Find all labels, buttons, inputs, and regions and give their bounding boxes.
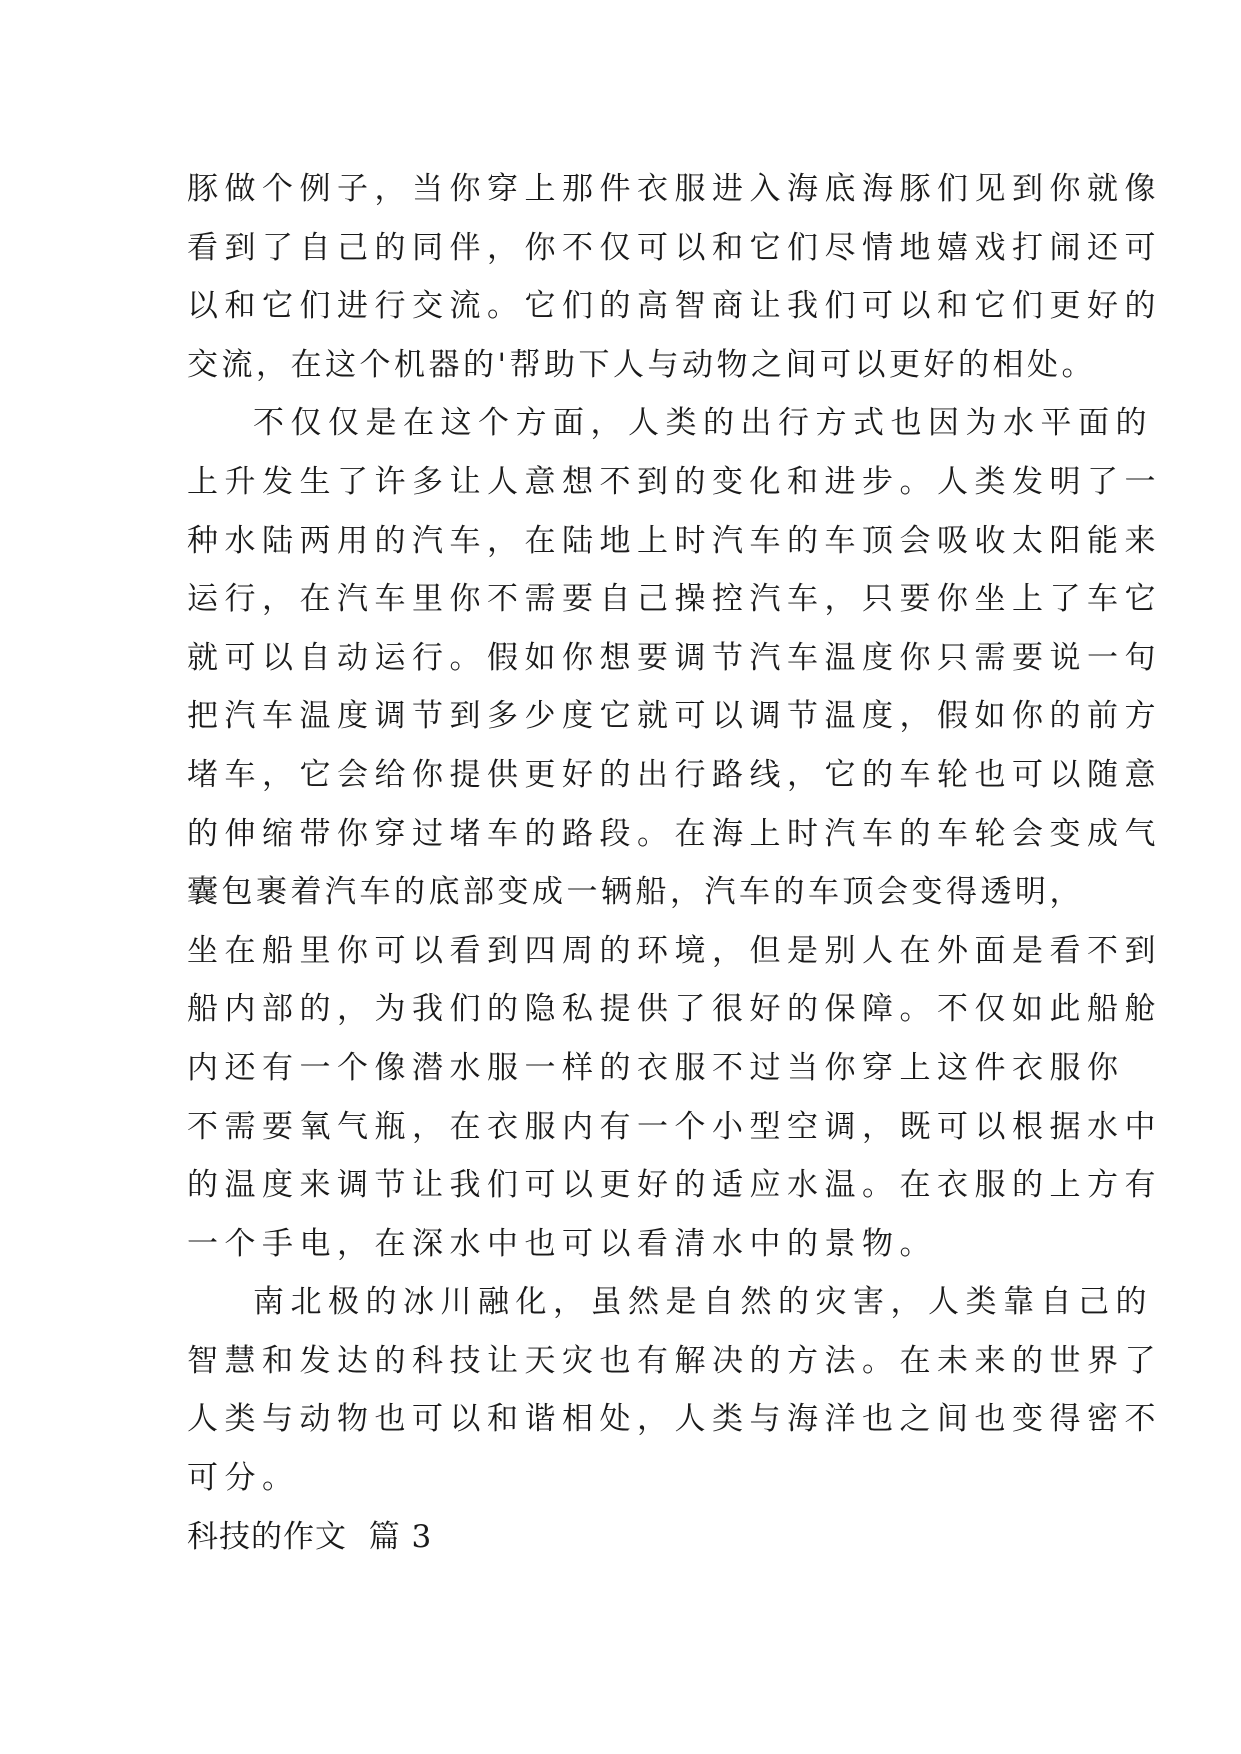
paragraph-line: 内还有一个像潜水服一样的衣服不过当你穿上这件衣服你 [187,1049,1125,1086]
paragraph-line: 坐在船里你可以看到四周的环境，但是别人在外面是看不到 [187,932,1162,969]
paragraph-line: 运行，在汽车里你不需要自己操控汽车，只要你坐上了车它 [187,581,1162,618]
paragraph-line: 上升发生了许多让人意想不到的变化和进步。人类发明了一 [187,463,1162,500]
paragraph [187,1273,1162,1507]
paragraph-line: 人类与动物也可以和谐相处，人类与海洋也之间也变得密不 [187,1401,1162,1438]
paragraph-line: 就可以自动运行。假如你想要调节汽车温度你只需要说一句 [187,639,1162,676]
paragraph-line: 把汽车温度调节到多少度它就可以调节温度，假如你的前方 [187,698,1162,735]
paragraph-line: 种水陆两用的汽车，在陆地上时汽车的车顶会吸收太阳能来 [187,522,1162,559]
paragraph-line: 船内部的，为我们的隐私提供了很好的保障。不仅如此船舱 [187,991,1162,1028]
paragraph-line: 堵车，它会给你提供更好的出行路线，它的车轮也可以随意 [187,756,1162,793]
paragraph-line: 一个手电，在深水中也可以看清水中的景物。 [187,1225,937,1262]
paragraph-line: 南北极的冰川融化，虽然是自然的灾害，人类靠自己的 [253,1284,1153,1321]
paragraph-line: 看到了自己的同伴，你不仅可以和它们尽情地嬉戏打闹还可 [187,229,1162,266]
paragraph [187,160,1162,394]
section-heading: 科技的作文 篇 3 [187,1518,433,1555]
paragraph-line: 的温度来调节让我们可以更好的适应水温。在衣服的上方有 [187,1167,1162,1204]
paragraph-line: 囊包裹着汽车的底部变成一辆船，汽车的车顶会变得透明， [187,874,1084,911]
document-body [187,160,1162,1566]
paragraph-line: 智慧和发达的科技让天灾也有解决的方法。在未来的世界了 [187,1342,1162,1379]
paragraph-line: 以和它们进行交流。它们的高智商让我们可以和它们更好的 [187,288,1162,325]
paragraph-line: 不需要氧气瓶，在衣服内有一个小型空调，既可以根据水中 [187,1108,1162,1145]
paragraph-line: 的伸缩带你穿过堵车的路段。在海上时汽车的车轮会变成气 [187,815,1162,852]
paragraph-line: 交流，在这个机器的'帮助下人与动物之间可以更好的相处。 [187,346,1097,383]
paragraph-line: 可分。 [187,1460,300,1497]
paragraph-line: 不仅仅是在这个方面，人类的出行方式也因为水平面的 [253,405,1153,442]
paragraph-line: 豚做个例子，当你穿上那件衣服进入海底海豚们见到你就像 [187,171,1162,207]
paragraph [187,394,1162,1273]
